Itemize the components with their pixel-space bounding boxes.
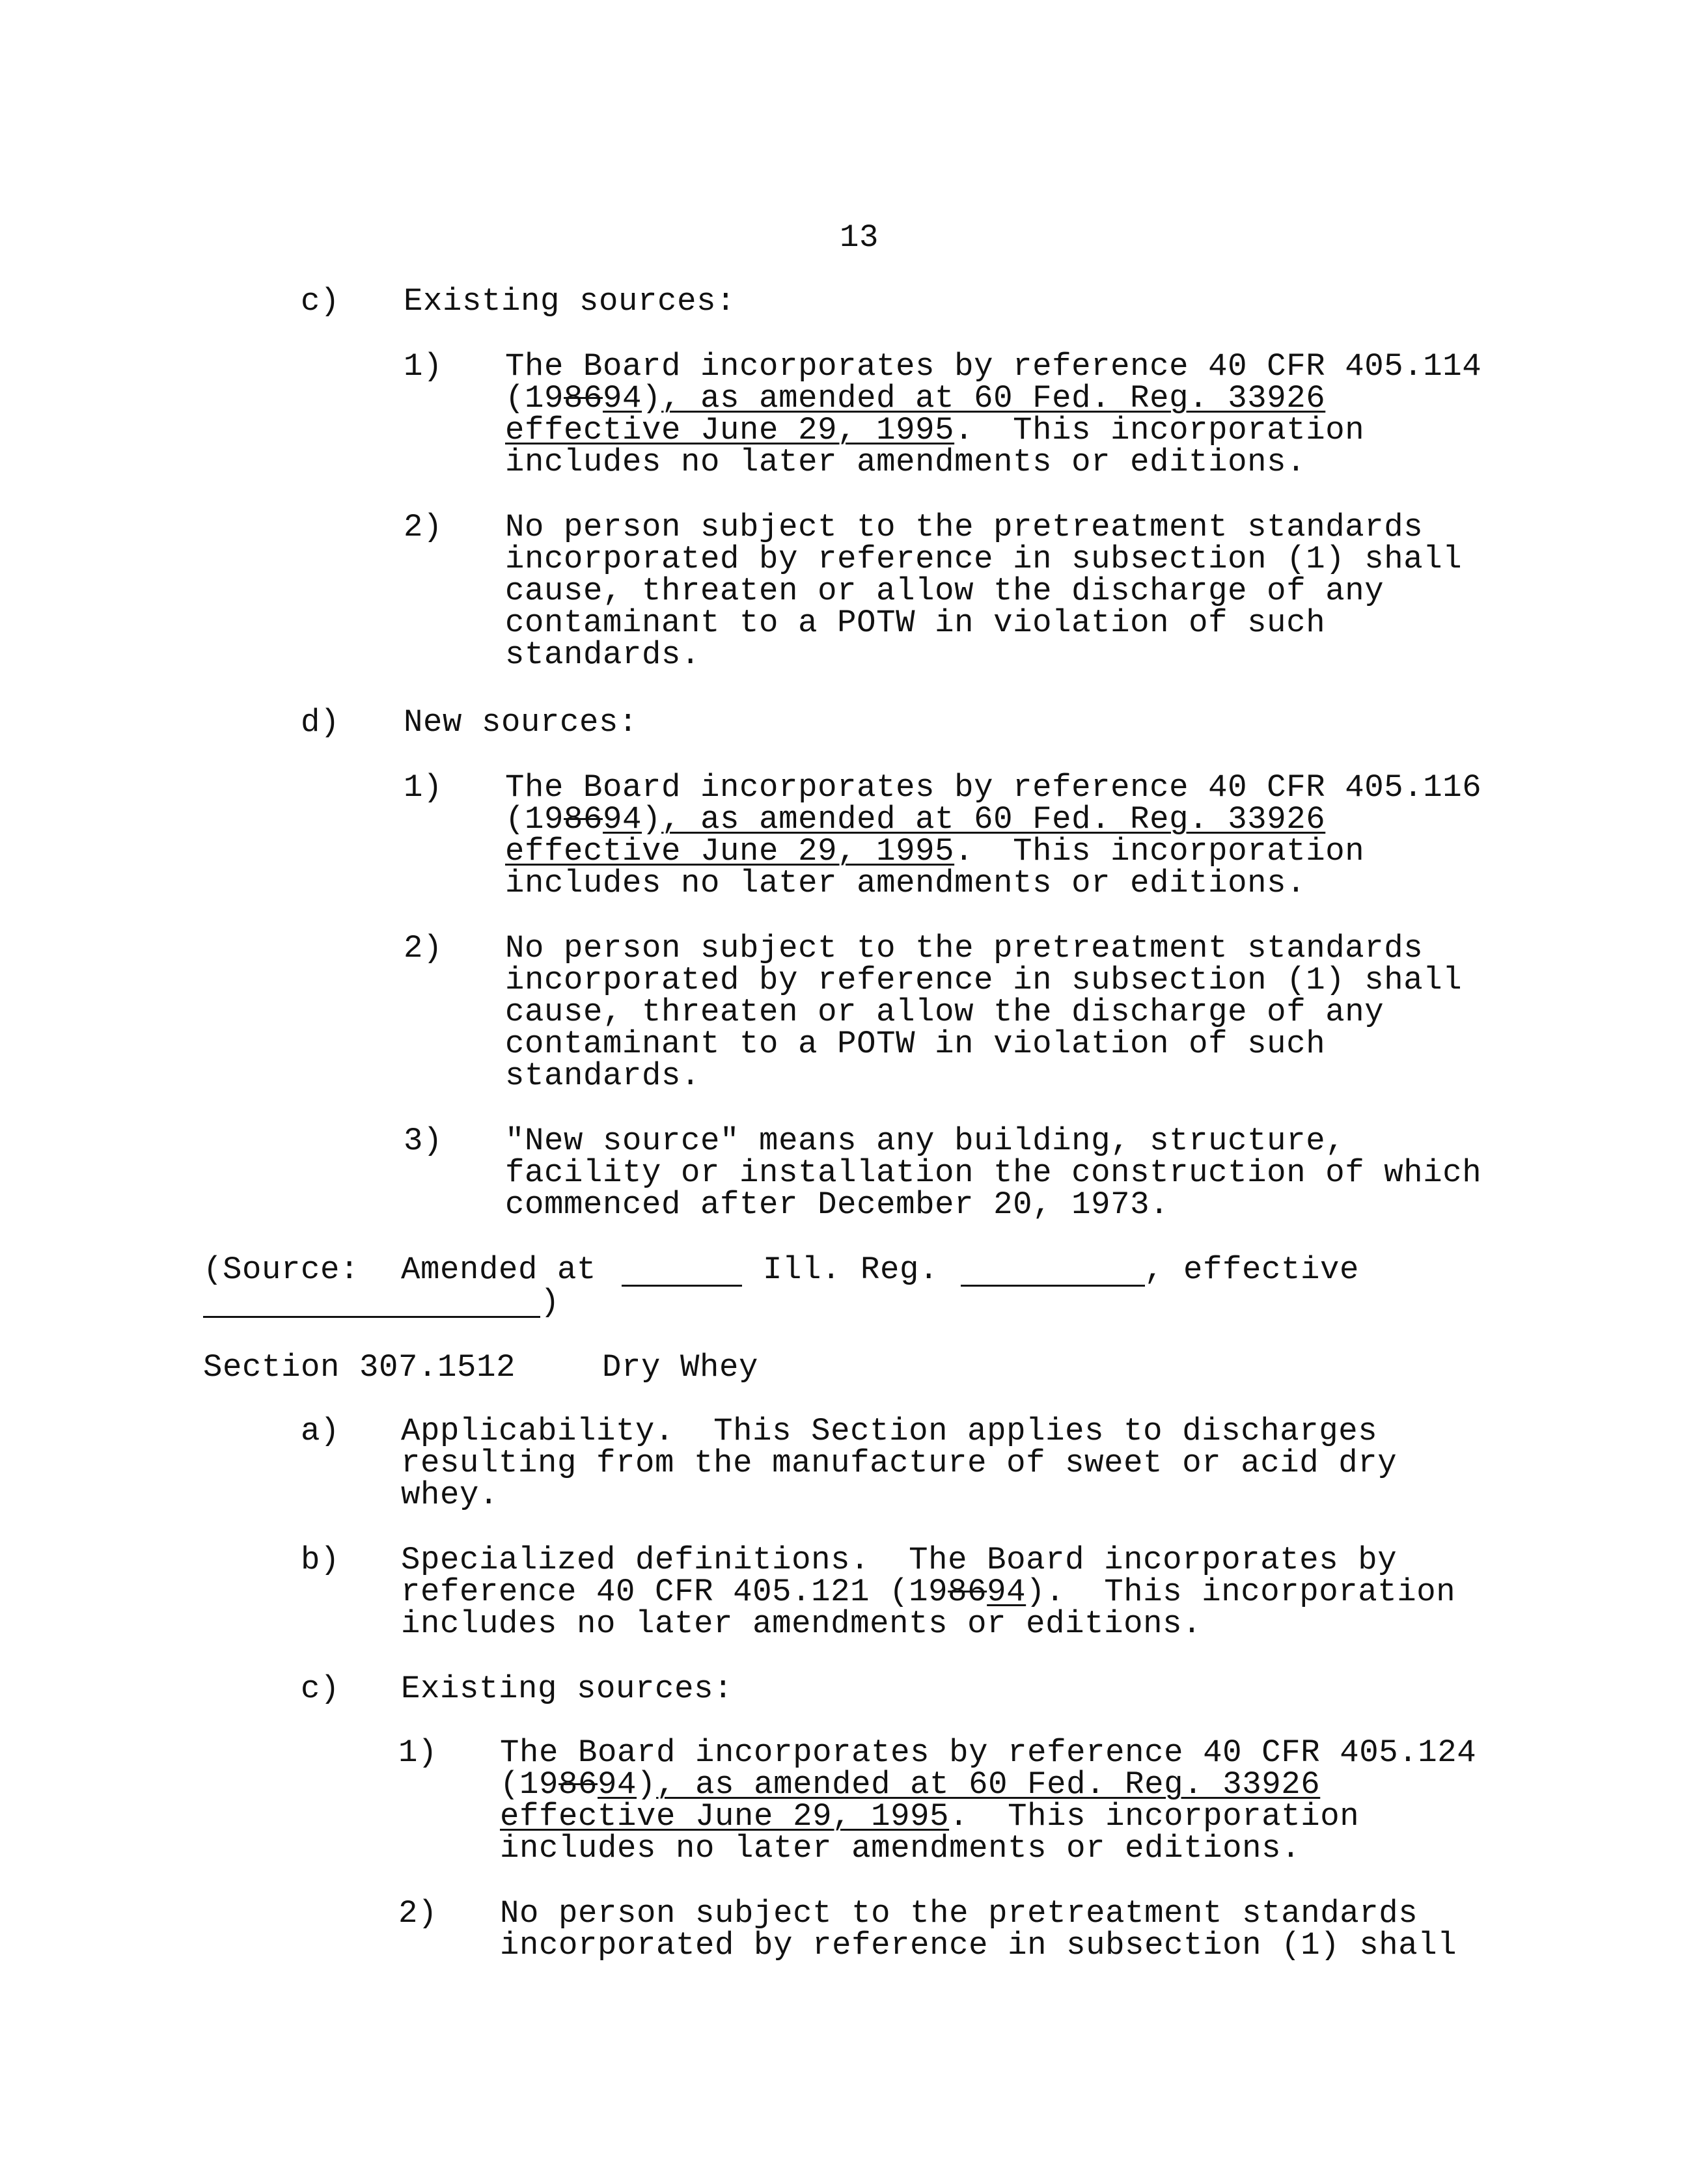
c1-line-1: The Board incorporates by reference 40 CFR 405.114 (505, 348, 1482, 385)
inserted-text: , as amended at 60 Fed. Reg. 33926 (661, 801, 1326, 838)
inserted-text: 94 (598, 1766, 637, 1803)
s2-c1-line-1: The Board incorporates by reference 40 CFR 405.124 (500, 1734, 1477, 1771)
source-effective: , effective (1144, 1252, 1360, 1288)
source-amended-at: Amended at (401, 1252, 597, 1288)
inserted-text: 94 (987, 1574, 1026, 1610)
s2-c1-number: 1) (398, 1734, 438, 1771)
s2-a-label: a) (301, 1413, 340, 1449)
source-close: ) (540, 1284, 560, 1320)
s2-a-line-1: Applicability. This Section applies to discharges (401, 1413, 1378, 1449)
s2-b-line-1: Specialized definitions. The Board incorporates by (401, 1542, 1398, 1578)
c2-line-4: contaminant to a POTW in violation of such (505, 605, 1326, 641)
s2-a-line-2: resulting from the manufacture of sweet or acid dry (401, 1445, 1398, 1481)
c2-line-3: cause, threaten or allow the discharge of any (505, 573, 1384, 609)
d3-line-3: commenced after December 20, 1973. (505, 1186, 1170, 1223)
c1-line-2: (198694), as amended at 60 Fed. Reg. 33926 (505, 380, 1326, 417)
inserted-text: effective June 29, 1995 (500, 1798, 950, 1835)
d3-number: 3) (404, 1123, 443, 1159)
inserted-text: 94 (603, 801, 642, 838)
s2-b-line-3: includes no later amendments or editions. (401, 1606, 1202, 1642)
d2-line-4: contaminant to a POTW in violation of such (505, 1026, 1326, 1062)
inserted-text: , as amended at 60 Fed. Reg. 33926 (661, 380, 1326, 417)
c2-line-5: standards. (505, 636, 701, 673)
s2-c1-line-3: effective June 29, 1995. This incorporation (500, 1798, 1360, 1835)
c2-line-1: No person subject to the pretreatment standards (505, 509, 1424, 545)
d3-line-2: facility or installation the construction of which (505, 1155, 1482, 1191)
s2-a-line-3: whey. (401, 1477, 499, 1513)
c1-line-3: effective June 29, 1995. This incorporation (505, 412, 1365, 448)
source-label: (Source: (203, 1252, 360, 1288)
s2-c1-line-4: includes no later amendments or editions. (500, 1830, 1301, 1867)
blank-volume (622, 1285, 742, 1287)
page-number: 13 (840, 219, 879, 256)
d1-line-3: effective June 29, 1995. This incorporation (505, 833, 1365, 869)
s2-c1-line-2: (198694), as amended at 60 Fed. Reg. 33926 (500, 1766, 1321, 1803)
inserted-text: effective June 29, 1995 (505, 412, 955, 448)
source-ill-reg: Ill. Reg. (763, 1252, 939, 1288)
s2-c-heading: Existing sources: (401, 1671, 734, 1707)
deleted-text: 86 (564, 801, 603, 838)
d2-line-5: standards. (505, 1058, 701, 1094)
s2-c2-line-2: incorporated by reference in subsection (1) shall (500, 1927, 1457, 1963)
s2-c2-number: 2) (398, 1895, 438, 1932)
c1-line-4: includes no later amendments or editions. (505, 444, 1306, 480)
c2-line-2: incorporated by reference in subsection (1) shall (505, 541, 1463, 577)
d1-line-4: includes no later amendments or editions. (505, 865, 1306, 901)
deleted-text: 86 (558, 1766, 598, 1803)
section-number: Section 307.1512 (203, 1349, 516, 1386)
d1-number: 1) (404, 769, 443, 806)
section-title: Dry Whey (602, 1349, 759, 1386)
c2-number: 2) (404, 509, 443, 545)
subsection-c-label: c) (301, 283, 340, 320)
subsection-d-heading: New sources: (404, 704, 639, 741)
deleted-text: 86 (564, 380, 603, 417)
s2-b-line-2: reference 40 CFR 405.121 (198694). This incorporation (401, 1574, 1456, 1610)
inserted-text: , as amended at 60 Fed. Reg. 33926 (656, 1766, 1321, 1803)
d2-line-2: incorporated by reference in subsection (1) shall (505, 962, 1463, 998)
s2-b-label: b) (301, 1542, 340, 1578)
s2-c-label: c) (301, 1671, 340, 1707)
inserted-text: 94 (603, 380, 642, 417)
d2-line-3: cause, threaten or allow the discharge of any (505, 994, 1384, 1030)
blank-page (961, 1285, 1145, 1287)
subsection-c-heading: Existing sources: (404, 283, 736, 320)
d3-line-1: "New source" means any building, structure, (505, 1123, 1345, 1159)
c1-number: 1) (404, 348, 443, 385)
inserted-text: effective June 29, 1995 (505, 833, 955, 869)
d2-line-1: No person subject to the pretreatment standards (505, 930, 1424, 966)
deleted-text: 86 (948, 1574, 987, 1610)
d2-number: 2) (404, 930, 443, 966)
blank-date (203, 1316, 540, 1318)
d1-line-2: (198694), as amended at 60 Fed. Reg. 33926 (505, 801, 1326, 838)
subsection-d-label: d) (301, 704, 340, 741)
s2-c2-line-1: No person subject to the pretreatment standards (500, 1895, 1418, 1932)
d1-line-1: The Board incorporates by reference 40 CFR 405.116 (505, 769, 1482, 806)
